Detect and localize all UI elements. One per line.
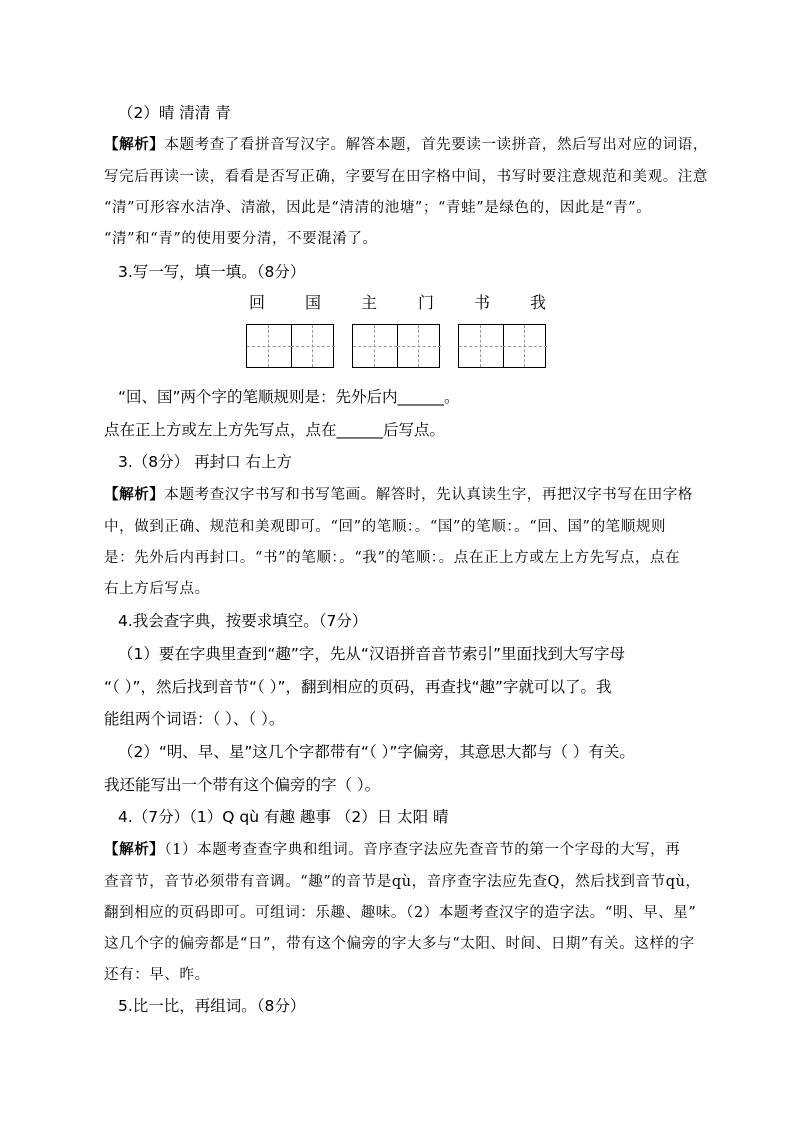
- q4-analysis-line-1: 【解析】（1）本题考查查字典和组词。音序查字法应先查音节的第一个字母的大写，再: [104, 842, 681, 858]
- analysis-label: 【解析】: [104, 137, 165, 153]
- q2-analysis-line-3: “清”可形容水洁净、清澈，因此是“清清的池塘”；“青蛙”是绿色的，因此是“青”。: [104, 200, 652, 216]
- q4-body-line-4: （2）“明、早、星”这几个字都带有“（ ）”字偏旁，其意思大都与（ ）有关。: [118, 743, 635, 761]
- writing-grid-2[interactable]: [352, 324, 440, 368]
- q3-analysis-line-4: 右上方后写点。: [104, 581, 210, 597]
- q2-analysis-line-1: 【解析】本题考查了看拼音写汉字。解答本题，首先要读一读拼音，然后写出对应的词语，: [104, 137, 709, 153]
- writing-grid-1[interactable]: [246, 324, 334, 368]
- q3-char: 国: [305, 293, 322, 312]
- q3-fill-2: 点在正上方或左上方先写点，点在______后写点。: [104, 421, 446, 439]
- q4-title: 4.我会查字典，按要求填空。（7分）: [118, 612, 368, 630]
- q4-answer: 4.（7分）（1）Q qù 有趣 趣事 （2）日 太阳 晴: [118, 808, 449, 826]
- q3-answer: 3.（8分） 再封口 右上方: [118, 453, 293, 471]
- q3-char: 门: [418, 293, 435, 312]
- q4-analysis-line-3: 翻到相应的页码即可。可组词：乐趣、趣味。（2）本题考查汉字的造字法。“明、早、星”: [104, 905, 697, 921]
- q2-analysis-line-4: “清”和“青”的使用要分清，不要混淆了。: [104, 231, 378, 247]
- q2-answer: （2）晴 清清 青: [118, 104, 231, 122]
- q4-analysis-line-4: 这几个字的偏旁都是“日”，带有这个偏旁的字大多与“太阳、时间、日期”有关。这样的字: [104, 936, 695, 952]
- analysis-label: 【解析】: [104, 842, 165, 858]
- writing-grid-3[interactable]: [458, 324, 546, 368]
- q3-char: 我: [530, 293, 547, 312]
- q4-body-line-5: 我还能写出一个带有这个偏旁的字（ ）。: [104, 776, 381, 794]
- q5-title: 5.比一比，再组词。（8分）: [118, 997, 306, 1015]
- q4-body-line-2: “（ ）”，然后找到音节“（ ）”，翻到相应的页码，再查找“趣”字就可以了。我: [104, 678, 612, 696]
- q4-analysis-line-5: 还有：早、昨。: [104, 967, 210, 983]
- q3-char: 书: [474, 293, 491, 312]
- q4-analysis-line-2: 查音节，音节必须带有音调。“趣”的音节是qù，音序查字法应先查Q，然后找到音节qù，: [104, 874, 701, 890]
- q3-analysis-line-1: 【解析】本题考查汉字书写和书写笔画。解答时，先认真读生字，再把汉字书写在田字格: [104, 487, 693, 503]
- q3-char: 回: [249, 293, 266, 312]
- q4-body-line-1: （1）要在字典里查到“趣”字，先从“汉语拼音音节索引”里面找到大写字母: [118, 645, 625, 663]
- q3-title: 3.写一写，填一填。（8分）: [118, 263, 306, 281]
- q4-body-line-3: 能组两个词语：（ ）、（ ）。: [104, 710, 285, 728]
- q3-analysis-line-2: 中，做到正确、规范和美观即可。“回”的笔顺：。“国”的笔顺：。“回、国”的笔顺规则: [104, 519, 667, 535]
- q3-char: 主: [361, 293, 378, 312]
- q3-char-row: [0, 293, 794, 315]
- q2-analysis-line-2: 写完后再读一读，看看是否写正确，字要写在田字格中间，书写时要注意规范和美观。注意: [104, 169, 708, 185]
- q3-analysis-line-3: 是：先外后内再封口。“书”的笔顺：。“我”的笔顺：。点在正上方或左上方先写点，点在: [104, 550, 681, 566]
- analysis-label: 【解析】: [104, 487, 165, 503]
- q3-fill-1: “回、国”两个字的笔顺规则是：先外后内______。: [118, 388, 460, 406]
